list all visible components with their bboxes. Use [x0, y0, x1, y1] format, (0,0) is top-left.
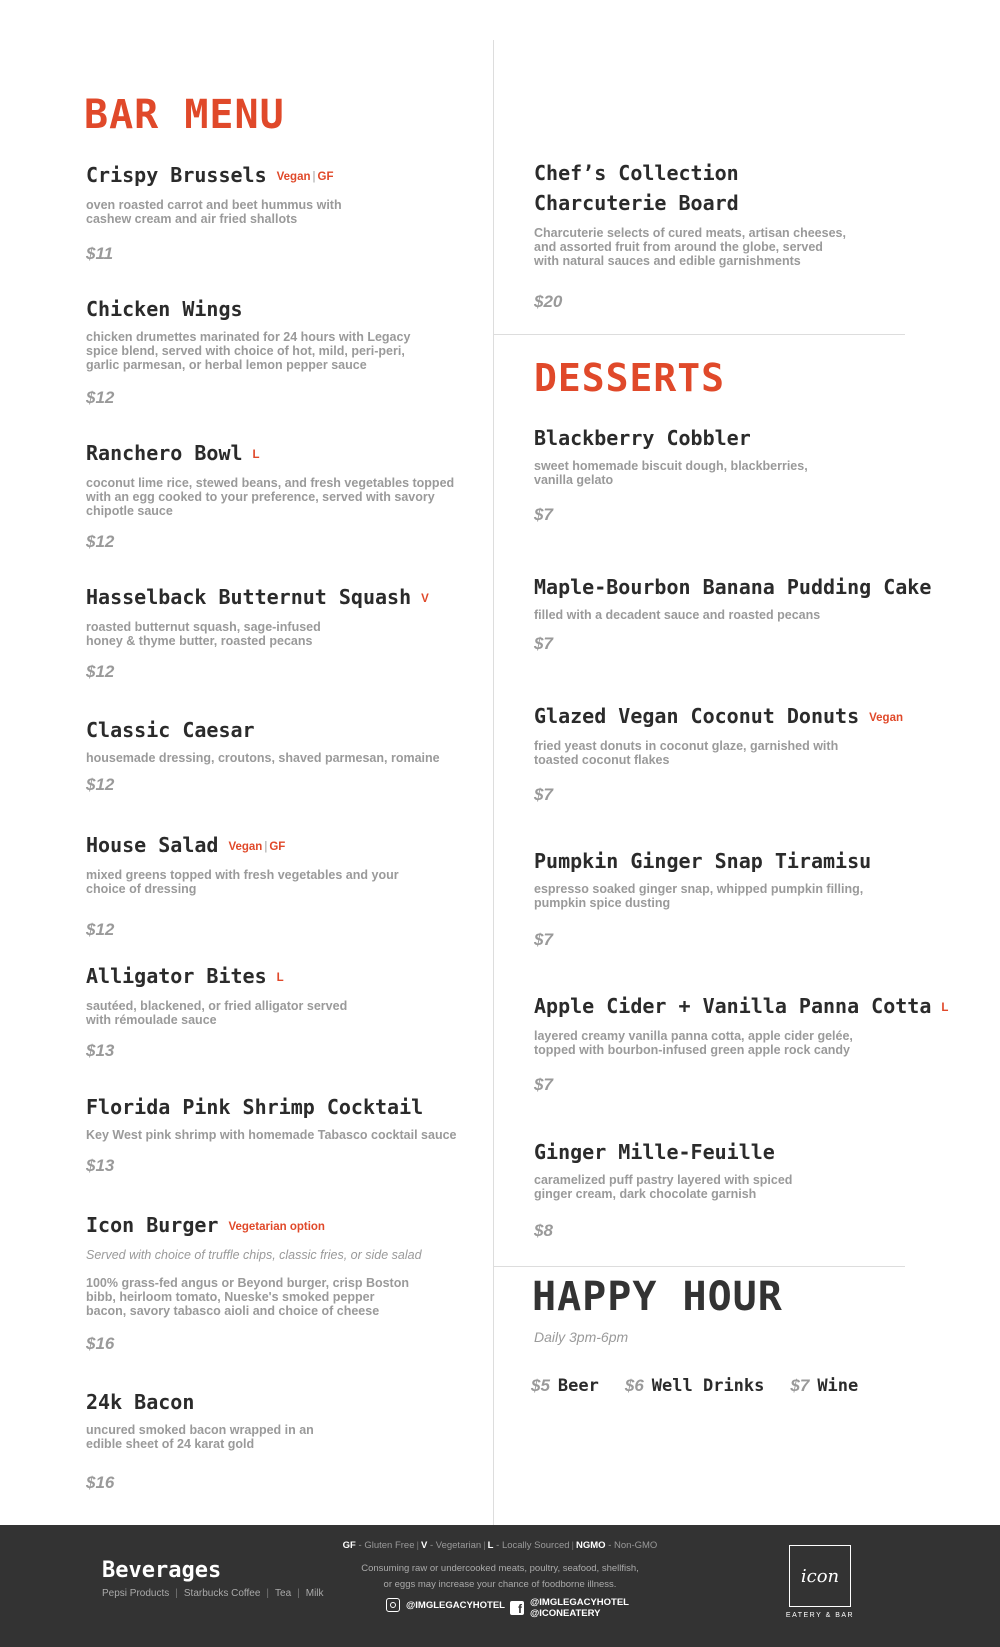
bar-menu-item-name [86, 1094, 496, 1120]
bar-menu-item [86, 440, 496, 558]
legend-code: GF [342, 1540, 356, 1551]
bar-menu-item-description: 100% grass-fed angus or Beyond burger, crisp Boston bibb, heirloom tomato, Nueske's smoked pepper bacon, savory tabasco aioli and choice of cheese [86, 1276, 409, 1318]
instagram-icon [386, 1598, 400, 1612]
bar-menu-item-price: $13 [86, 1041, 115, 1060]
bar-menu-item [86, 1212, 496, 1360]
dessert-item-price: $7 [534, 634, 553, 653]
dessert-item-price: $7 [534, 505, 553, 524]
dessert-item-description: fried yeast donuts in coconut glaze, garnished with toasted coconut flakes [534, 739, 839, 767]
logo-subtitle: EATERY & BAR [785, 1612, 855, 1619]
happy-hour-price: $6 [624, 1376, 644, 1395]
bar-menu-item-name-text: 24k Bacon [86, 1390, 195, 1414]
legend-code: L [487, 1540, 494, 1551]
happy-hour-label: Wine [817, 1376, 859, 1396]
happy-hour-price: $7 [790, 1376, 810, 1395]
facebook-icon [510, 1601, 524, 1615]
dessert-item-name-text: Glazed Vegan Coconut Donuts [534, 704, 860, 728]
charcuterie-price: $20 [534, 292, 563, 311]
section-divider-happy-hour [494, 1266, 905, 1267]
bar-menu-item-price: $12 [86, 532, 115, 551]
bar-menu-item-description: coconut lime rice, stewed beans, and fresh vegetables topped with an egg cooked to your preference, served with savory chipotle sauce [86, 476, 455, 518]
dietary-tag-label: Vegan [276, 171, 311, 183]
section-divider-desserts [494, 334, 905, 335]
happy-hour-subtitle: Daily 3pm-6pm [534, 1329, 629, 1345]
charcuterie-item [534, 160, 944, 320]
charcuterie-description: Charcuterie selects of cured meats, artisan cheeses, and assorted fruit from around the globe, served with natural sauces and edible garnishments [534, 226, 846, 268]
dessert-item-description: filled with a decadent sauce and roasted pecans [534, 608, 821, 622]
bar-menu-item-name [86, 162, 496, 190]
dessert-item [534, 703, 944, 811]
dessert-item-description: sweet homemade biscuit dough, blackberries, vanilla gelato [534, 459, 808, 487]
bar-menu-item [86, 832, 496, 946]
dietary-tag-label: L [252, 449, 260, 461]
dessert-item-name-text: Maple-Bourbon Banana Pudding Cake [534, 575, 932, 599]
dietary-tag [277, 972, 284, 984]
happy-hour-special [625, 1376, 765, 1396]
bar-menu-item-description: oven roasted carrot and beet hummus with cashew cream and air fried shallots [86, 198, 342, 226]
dietary-tag [421, 593, 429, 605]
legend-meaning: Vegetarian [435, 1540, 482, 1551]
dessert-item-price: $7 [534, 930, 553, 949]
bar-menu-item-name-text: Florida Pink Shrimp Cocktail [86, 1095, 424, 1119]
dessert-item-description: caramelized puff pastry layered with spiced ginger cream, dark chocolate garnish [534, 1173, 793, 1201]
dietary-tag-label: V [421, 593, 429, 605]
dessert-item-name-text: Pumpkin Ginger Snap Tiramisu [534, 849, 872, 873]
bar-menu-item-description: mixed greens topped with fresh vegetables and your choice of dressing [86, 868, 399, 896]
bar-menu-item-name-text: Crispy Brussels [86, 163, 267, 187]
icon-logo [789, 1545, 851, 1607]
legend-separator: | [571, 1540, 575, 1551]
dietary-tag-label: L [941, 1002, 949, 1014]
dessert-item-name [534, 993, 949, 1021]
tag-separator: | [264, 841, 268, 853]
happy-hour-label: Well Drinks [651, 1376, 765, 1396]
dietary-tag-label: Vegan [869, 712, 903, 724]
legend-dash: - [605, 1540, 615, 1551]
dietary-tag-label: Vegetarian option [228, 1221, 325, 1233]
bar-menu-item-description: uncured smoked bacon wrapped in an edible sheet of 24 karat gold [86, 1423, 314, 1451]
bar-menu-item-price: $12 [86, 775, 115, 794]
dietary-tag [869, 712, 903, 724]
beverage-item: Starbucks Coffee [183, 1588, 261, 1599]
legend-meaning: Non-GMO [614, 1540, 658, 1551]
legend-separator: | [483, 1540, 486, 1551]
bar-menu-item-description: roasted butternut squash, sage-infused honey & thyme butter, roasted pecans [86, 620, 321, 648]
charcuterie-name-line2: Charcuterie Board [534, 191, 739, 215]
dessert-item-name [534, 848, 944, 874]
bar-menu-item-name-text: Classic Caesar [86, 718, 255, 742]
bar-menu-item-price: $12 [86, 662, 115, 681]
bar-menu-item [86, 584, 496, 688]
dessert-item-name [534, 574, 944, 600]
bar-menu-item-price: $16 [86, 1473, 115, 1492]
legend-code: NGMO [576, 1540, 606, 1551]
dessert-item-price: $7 [534, 1075, 553, 1094]
dietary-legend [290, 1540, 710, 1551]
beverage-item: Tea [275, 1588, 292, 1599]
dessert-item-name-text: Ginger Mille-Feuille [534, 1140, 775, 1164]
beverage-item: Milk [305, 1588, 324, 1599]
bar-menu-item-name-text: Chicken Wings [86, 297, 243, 321]
dessert-item-name [534, 425, 944, 451]
bar-menu-item-description: Key West pink shrimp with homemade Tabasco cocktail sauce [86, 1128, 457, 1142]
bar-menu-item [86, 717, 496, 801]
bar-menu-item-price: $16 [86, 1334, 115, 1353]
bar-menu-item-name [86, 832, 496, 860]
happy-hour-special [531, 1376, 599, 1396]
dessert-item [534, 993, 949, 1101]
instagram-handle[interactable] [386, 1598, 505, 1612]
bar-menu-item [86, 162, 496, 270]
bar-menu-item [86, 1094, 496, 1182]
bar-menu-item [86, 1389, 496, 1499]
legend-dash: - [427, 1540, 436, 1551]
bar-menu-item-name [86, 963, 496, 991]
dessert-item-name-text: Blackberry Cobbler [534, 426, 751, 450]
happy-hour-price: $5 [531, 1376, 550, 1395]
bar-menu-item-price: $11 [86, 244, 114, 263]
dessert-item-description: layered creamy vanilla panna cotta, apple cider gelée, topped with bourbon-infused green apple rock candy [534, 1029, 853, 1057]
bar-menu-item-description: housemade dressing, croutons, shaved parmesan, romaine [86, 751, 440, 765]
food-safety-warning: Consuming raw or undercooked meats, poultry, seafood, shellfish, or eggs may increase your chance of foodborne illness. [361, 1563, 639, 1590]
dietary-tag [228, 841, 285, 853]
legend-dash: - [355, 1540, 365, 1551]
beverage-item: Pepsi Products [102, 1588, 170, 1599]
bar-menu-item-name-text: Ranchero Bowl [86, 441, 243, 465]
dessert-item [534, 574, 944, 660]
legend-meaning: Gluten Free [364, 1540, 415, 1551]
legend-meaning: Locally Sourced [501, 1540, 570, 1551]
dietary-tag-label: GF [269, 841, 286, 853]
happy-hour-label: Beer [557, 1376, 599, 1396]
instagram-text: @IMGLEGACYHOTEL [406, 1599, 505, 1611]
dietary-tag-label: GF [317, 171, 334, 183]
dessert-item-name-text: Apple Cider + Vanilla Panna Cotta [534, 994, 932, 1018]
bar-menu-item-price: $13 [86, 1156, 115, 1175]
dessert-item-name [534, 703, 944, 731]
bar-menu-item-name [86, 440, 496, 468]
happy-hour-specials [531, 1376, 858, 1396]
bar-menu-item [86, 296, 496, 414]
dietary-tag [277, 171, 334, 183]
dietary-tag-label: L [276, 972, 284, 984]
beverages-title: Beverages [102, 1558, 222, 1583]
bar-menu-item-name-text: House Salad [86, 833, 219, 857]
legend-code: V [420, 1540, 428, 1551]
bar-menu-item-name-text: Alligator Bites [86, 964, 267, 988]
beverage-separator: | [266, 1588, 270, 1599]
dessert-item-price: $7 [534, 785, 553, 804]
tag-separator: | [312, 171, 316, 183]
dessert-item [534, 1139, 944, 1247]
bar-menu-item-name [86, 717, 496, 743]
dietary-tag [941, 1002, 948, 1014]
bar-menu-item-description: sautéed, blackened, or fried alligator served with rémoulade sauce [86, 999, 348, 1027]
bar-menu-item-price: $12 [86, 388, 115, 407]
bar-menu-item-name [86, 1389, 496, 1415]
facebook-text: @IMGLEGACYHOTEL @ICONEATERY [530, 1597, 629, 1619]
bar-menu-item-name [86, 296, 496, 322]
beverage-separator: | [297, 1588, 300, 1599]
dietary-tag-label: Vegan [228, 841, 263, 853]
legend-separator: | [416, 1540, 419, 1551]
bar-menu-item-name-text: Hasselback Butternut Squash [86, 585, 412, 609]
bar-menu-item-name [86, 584, 496, 612]
happy-hour-title: HAPPY HOUR [532, 1274, 783, 1320]
charcuterie-name-line1: Chef’s Collection [534, 161, 739, 185]
bar-menu-item-name [86, 1212, 496, 1240]
beverage-separator: | [175, 1588, 178, 1599]
bar-menu-item [86, 963, 496, 1067]
bar-menu-item-description: chicken drumettes marinated for 24 hours with Legacy spice blend, served with choice of hot, mild, peri-peri, garlic parmesan, or herbal lemon pepper sauce [86, 330, 411, 372]
logo-word: icon [800, 1565, 840, 1587]
legend-dash: - [493, 1540, 502, 1551]
bar-menu-item-price: $12 [86, 920, 115, 939]
dessert-item-name [534, 1139, 944, 1165]
facebook-handle[interactable] [510, 1597, 629, 1619]
dessert-item [534, 425, 944, 531]
dietary-tag [253, 449, 260, 461]
bar-menu-item-name-text: Icon Burger [86, 1213, 219, 1237]
happy-hour-special [790, 1376, 858, 1396]
desserts-title: DESSERTS [534, 356, 726, 400]
bar-menu-item-note: Served with choice of truffle chips, classic fries, or side salad [86, 1248, 422, 1262]
dessert-item-description: espresso soaked ginger snap, whipped pumpkin filling, pumpkin spice dusting [534, 882, 864, 910]
dietary-tag [228, 1221, 325, 1233]
bar-menu-title: BAR MENU [84, 92, 285, 138]
dessert-item [534, 848, 944, 956]
dessert-item-price: $8 [534, 1221, 553, 1240]
